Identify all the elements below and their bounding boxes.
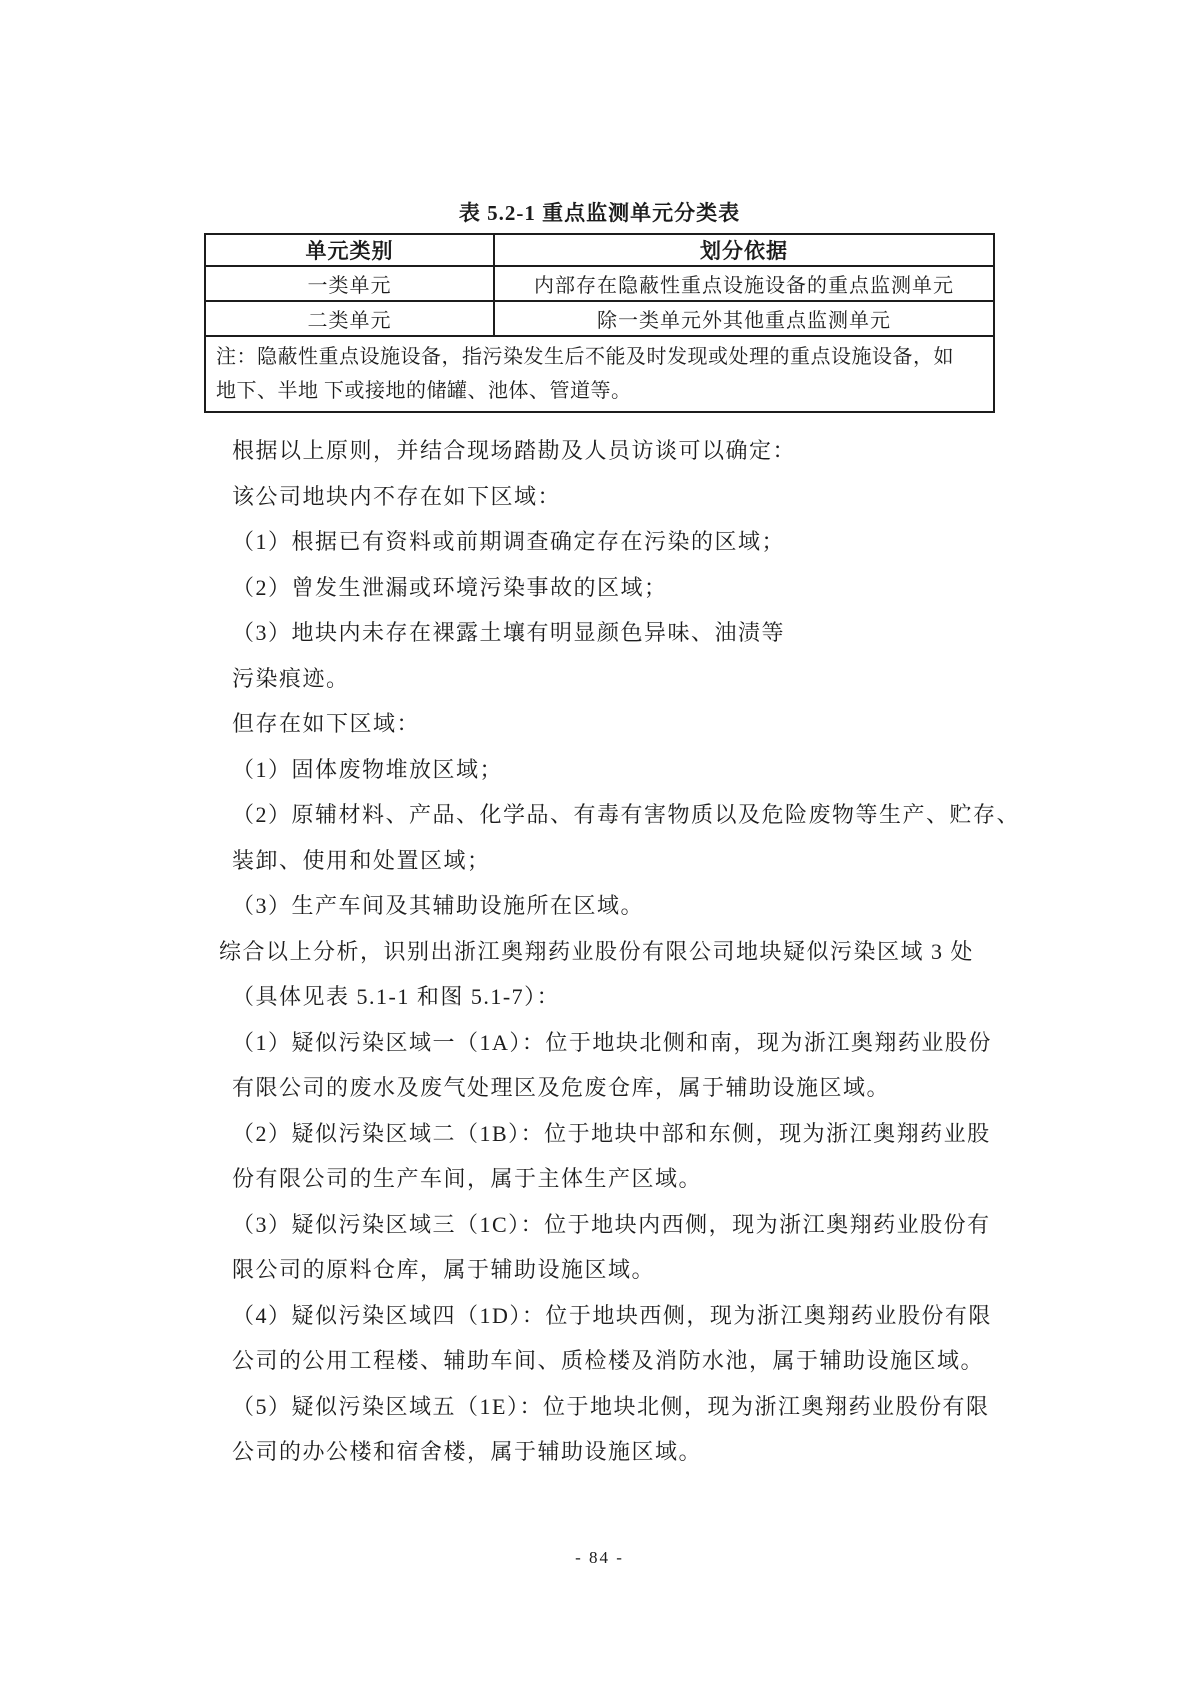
body-line: （3）疑似污染区域三（1C）：位于地块内西侧，现为浙江奥翔药业股份有 (232, 1211, 991, 1237)
body-line: 装卸、使用和处置区域； (232, 847, 491, 873)
body-line: （1）根据已有资料或前期调查确定存在污染的区域； (232, 529, 786, 554)
body-line: （4）疑似污染区域四（1D）：位于地块西侧，现为浙江奥翔药业股份有限 (232, 1302, 992, 1328)
table-note-row (205, 336, 994, 412)
table-note-cell (205, 336, 994, 412)
body-line: （3）地块内未存在裸露土壤有明显颜色异味、油渍等 (232, 620, 786, 645)
body-line: （1）疑似污染区域一（1A）：位于地块北侧和南，现为浙江奥翔药业股份 (232, 1029, 992, 1055)
cell-division-basis: 内部存在隐蔽性重点设施设备的重点监测单元 (494, 266, 994, 301)
body-line: 该公司地块内不存在如下区域： (232, 483, 562, 509)
body-line: （3）生产车间及其辅助设施所在区域。 (232, 893, 645, 918)
body-text (219, 428, 1019, 1475)
table-row (205, 301, 994, 336)
table-row (205, 266, 994, 301)
body-line: （2）疑似污染区域二（1B）：位于地块中部和东侧，现为浙江奥翔药业股 (232, 1120, 991, 1146)
body-line: （2）曾发生泄漏或环境污染事故的区域； (232, 574, 668, 600)
cell-unit-category: 一类单元 (205, 266, 494, 301)
body-line: （1）固体废物堆放区域； (232, 756, 504, 782)
body-line: 份有限公司的生产车间，属于主体生产区域。 (232, 1166, 703, 1191)
body-line: （具体见表 5.1-1 和图 5.1-7）： (232, 984, 561, 1009)
body-line: 污染痕迹。 (232, 665, 350, 691)
page-number: - 84 - (575, 1548, 624, 1567)
column-header-unit-category: 单元类别 (205, 234, 494, 266)
column-header-division-basis: 划分依据 (494, 234, 994, 266)
table-title: 表 5.2-1 重点监测单元分类表 (458, 201, 741, 225)
monitoring-unit-classification-table (204, 233, 995, 413)
body-line: 公司的公用工程楼、辅助车间、质检楼及消防水池，属于辅助设施区域。 (232, 1348, 985, 1373)
cell-division-basis: 除一类单元外其他重点监测单元 (494, 301, 994, 336)
body-line: 限公司的原料仓库，属于辅助设施区域。 (232, 1257, 656, 1282)
table-note-line: 注：隐蔽性重点设施设备，指污染发生后不能及时发现或处理的重点设施设备，如 (216, 346, 954, 368)
body-line: （2）原辅材料、产品、化学品、有毒有害物质以及危险废物等生产、贮存、 (232, 802, 1021, 827)
body-line: 根据以上原则，并结合现场踏勘及人员访谈可以确定： (232, 438, 797, 463)
body-line: 有限公司的废水及废气处理区及危废仓库，属于辅助设施区域。 (232, 1075, 891, 1100)
body-line: 综合以上分析，识别出浙江奥翔药业股份有限公司地块疑似污染区域 3 处 (219, 938, 975, 964)
body-line: （5）疑似污染区域五（1E）：位于地块北侧，现为浙江奥翔药业股份有限 (232, 1393, 990, 1419)
table-header-row (205, 234, 994, 266)
table-note-line: 地下、半地 下或接地的储罐、池体、管道等。 (216, 380, 632, 402)
body-line: 但存在如下区域： (232, 711, 421, 736)
cell-unit-category: 二类单元 (205, 301, 494, 336)
body-line: 公司的办公楼和宿舍楼，属于辅助设施区域。 (232, 1439, 703, 1464)
